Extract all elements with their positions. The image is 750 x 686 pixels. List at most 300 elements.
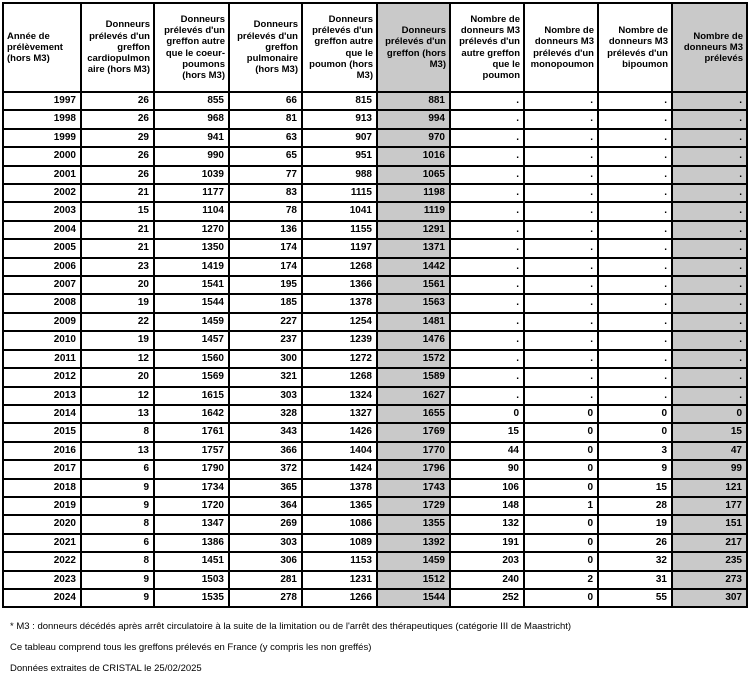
table-row — [3, 221, 747, 239]
value-cell: 968 — [154, 110, 229, 128]
year-cell: 2006 — [3, 258, 81, 276]
value-cell: . — [598, 202, 672, 220]
value-cell: 174 — [229, 258, 302, 276]
table-body — [3, 92, 747, 607]
value-cell: 90 — [450, 460, 524, 478]
value-cell: 1324 — [302, 387, 377, 405]
value-cell: 1291 — [377, 221, 450, 239]
value-cell: 273 — [672, 571, 747, 589]
year-cell: 2012 — [3, 368, 81, 386]
value-cell: 951 — [302, 147, 377, 165]
value-cell: . — [524, 92, 598, 110]
year-cell: 2024 — [3, 589, 81, 607]
value-cell: 1231 — [302, 571, 377, 589]
value-cell: 1743 — [377, 479, 450, 497]
value-cell: 12 — [81, 350, 154, 368]
value-cell: . — [672, 276, 747, 294]
value-cell: . — [524, 350, 598, 368]
table-row — [3, 534, 747, 552]
value-cell: 26 — [81, 147, 154, 165]
value-cell: 1254 — [302, 313, 377, 331]
table-row — [3, 313, 747, 331]
value-cell: 13 — [81, 405, 154, 423]
value-cell: 1503 — [154, 571, 229, 589]
value-cell: 252 — [450, 589, 524, 607]
year-cell: 2007 — [3, 276, 81, 294]
value-cell: . — [672, 147, 747, 165]
table-row — [3, 479, 747, 497]
value-cell: . — [672, 202, 747, 220]
year-cell: 2015 — [3, 423, 81, 441]
value-cell: 1155 — [302, 221, 377, 239]
value-cell: 0 — [524, 552, 598, 570]
value-cell: 1119 — [377, 202, 450, 220]
value-cell: . — [524, 221, 598, 239]
value-cell: . — [598, 294, 672, 312]
value-cell: 1451 — [154, 552, 229, 570]
value-cell: 0 — [524, 589, 598, 607]
value-cell: 1569 — [154, 368, 229, 386]
table-row — [3, 423, 747, 441]
value-cell: . — [524, 239, 598, 257]
value-cell: 281 — [229, 571, 302, 589]
year-cell: 1998 — [3, 110, 81, 128]
header-cell-7: Nombre de donneurs M3 prélevés d'un monopoumon — [524, 3, 598, 92]
value-cell: 1268 — [302, 258, 377, 276]
value-cell: 9 — [598, 460, 672, 478]
table-row — [3, 331, 747, 349]
value-cell: 83 — [229, 184, 302, 202]
value-cell: . — [672, 258, 747, 276]
value-cell: 237 — [229, 331, 302, 349]
value-cell: 1544 — [377, 589, 450, 607]
value-cell: 1796 — [377, 460, 450, 478]
value-cell: 366 — [229, 442, 302, 460]
year-cell: 2008 — [3, 294, 81, 312]
year-cell: 2020 — [3, 515, 81, 533]
value-cell: 1761 — [154, 423, 229, 441]
year-cell: 2014 — [3, 405, 81, 423]
value-cell: 321 — [229, 368, 302, 386]
value-cell: 941 — [154, 129, 229, 147]
value-cell: 0 — [598, 423, 672, 441]
value-cell: 1327 — [302, 405, 377, 423]
header-cell-3: Donneurs prélevés d'un greffon pulmonaire (hors M3) — [229, 3, 302, 92]
value-cell: 121 — [672, 479, 747, 497]
table-row — [3, 368, 747, 386]
value-cell: 26 — [81, 110, 154, 128]
value-cell: 1366 — [302, 276, 377, 294]
value-cell: 106 — [450, 479, 524, 497]
value-cell: . — [450, 166, 524, 184]
value-cell: 1239 — [302, 331, 377, 349]
value-cell: 1016 — [377, 147, 450, 165]
value-cell: . — [524, 184, 598, 202]
table-row — [3, 571, 747, 589]
value-cell: 148 — [450, 497, 524, 515]
value-cell: . — [450, 202, 524, 220]
value-cell: 19 — [81, 294, 154, 312]
value-cell: . — [598, 110, 672, 128]
value-cell: 1560 — [154, 350, 229, 368]
value-cell: . — [598, 387, 672, 405]
table-row — [3, 239, 747, 257]
value-cell: . — [524, 313, 598, 331]
value-cell: 19 — [81, 331, 154, 349]
value-cell: 1404 — [302, 442, 377, 460]
value-cell: . — [450, 221, 524, 239]
value-cell: . — [672, 387, 747, 405]
value-cell: 1544 — [154, 294, 229, 312]
value-cell: 1615 — [154, 387, 229, 405]
value-cell: 1729 — [377, 497, 450, 515]
value-cell: 32 — [598, 552, 672, 570]
value-cell: 1089 — [302, 534, 377, 552]
value-cell: . — [524, 147, 598, 165]
value-cell: 15 — [450, 423, 524, 441]
value-cell: 15 — [81, 202, 154, 220]
value-cell: . — [672, 92, 747, 110]
value-cell: 13 — [81, 442, 154, 460]
value-cell: 269 — [229, 515, 302, 533]
value-cell: . — [524, 129, 598, 147]
value-cell: 9 — [81, 589, 154, 607]
value-cell: 15 — [598, 479, 672, 497]
table-row — [3, 405, 747, 423]
value-cell: 0 — [450, 405, 524, 423]
value-cell: 9 — [81, 571, 154, 589]
value-cell: 1541 — [154, 276, 229, 294]
value-cell: 191 — [450, 534, 524, 552]
value-cell: 1104 — [154, 202, 229, 220]
year-cell: 2017 — [3, 460, 81, 478]
value-cell: 1457 — [154, 331, 229, 349]
value-cell: 1350 — [154, 239, 229, 257]
value-cell: . — [598, 276, 672, 294]
value-cell: 235 — [672, 552, 747, 570]
value-cell: 20 — [81, 276, 154, 294]
table-row — [3, 184, 747, 202]
value-cell: 343 — [229, 423, 302, 441]
value-cell: . — [672, 313, 747, 331]
value-cell: 1589 — [377, 368, 450, 386]
value-cell: 1386 — [154, 534, 229, 552]
value-cell: 26 — [598, 534, 672, 552]
value-cell: 990 — [154, 147, 229, 165]
year-cell: 2018 — [3, 479, 81, 497]
value-cell: 29 — [81, 129, 154, 147]
value-cell: 907 — [302, 129, 377, 147]
value-cell: 63 — [229, 129, 302, 147]
value-cell: 1197 — [302, 239, 377, 257]
value-cell: 1065 — [377, 166, 450, 184]
value-cell: 855 — [154, 92, 229, 110]
value-cell: . — [450, 276, 524, 294]
year-cell: 2001 — [3, 166, 81, 184]
value-cell: . — [672, 184, 747, 202]
value-cell: 1270 — [154, 221, 229, 239]
table-row — [3, 202, 747, 220]
value-cell: 132 — [450, 515, 524, 533]
value-cell: 1481 — [377, 313, 450, 331]
value-cell: 1655 — [377, 405, 450, 423]
value-cell: . — [598, 221, 672, 239]
value-cell: . — [598, 184, 672, 202]
header-cell-0: Année de prélèvement (hors M3) — [3, 3, 81, 92]
year-cell: 2023 — [3, 571, 81, 589]
value-cell: 1790 — [154, 460, 229, 478]
value-cell: 0 — [524, 479, 598, 497]
header-cell-5: Donneurs prélevés d'un greffon (hors M3) — [377, 3, 450, 92]
value-cell: 151 — [672, 515, 747, 533]
value-cell: 177 — [672, 497, 747, 515]
year-cell: 2011 — [3, 350, 81, 368]
value-cell: . — [450, 147, 524, 165]
value-cell: 1086 — [302, 515, 377, 533]
table-row — [3, 350, 747, 368]
value-cell: 1561 — [377, 276, 450, 294]
value-cell: 1039 — [154, 166, 229, 184]
header-row — [3, 3, 747, 92]
value-cell: 1459 — [377, 552, 450, 570]
value-cell: 1627 — [377, 387, 450, 405]
value-cell: . — [524, 387, 598, 405]
value-cell: 0 — [524, 442, 598, 460]
table-row — [3, 92, 747, 110]
value-cell: . — [672, 350, 747, 368]
header-cell-8: Nombre de donneurs M3 prélevés d'un bipoumon — [598, 3, 672, 92]
header-cell-2: Donneurs prélevés d'un greffon autre que le coeur-poumons (hors M3) — [154, 3, 229, 92]
value-cell: 0 — [672, 405, 747, 423]
value-cell: 303 — [229, 387, 302, 405]
value-cell: 988 — [302, 166, 377, 184]
value-cell: 1734 — [154, 479, 229, 497]
value-cell: 217 — [672, 534, 747, 552]
value-cell: 1769 — [377, 423, 450, 441]
value-cell: 227 — [229, 313, 302, 331]
value-cell: 300 — [229, 350, 302, 368]
year-cell: 2004 — [3, 221, 81, 239]
table-row — [3, 258, 747, 276]
value-cell: . — [524, 166, 598, 184]
value-cell: 2 — [524, 571, 598, 589]
value-cell: 303 — [229, 534, 302, 552]
data-table — [2, 2, 748, 608]
table-row — [3, 589, 747, 607]
value-cell: 1476 — [377, 331, 450, 349]
value-cell: 12 — [81, 387, 154, 405]
value-cell: . — [450, 331, 524, 349]
value-cell: . — [450, 258, 524, 276]
value-cell: . — [672, 129, 747, 147]
value-cell: . — [672, 221, 747, 239]
value-cell: 6 — [81, 534, 154, 552]
value-cell: 1392 — [377, 534, 450, 552]
value-cell: 9 — [81, 479, 154, 497]
value-cell: . — [598, 350, 672, 368]
value-cell: 47 — [672, 442, 747, 460]
value-cell: . — [598, 129, 672, 147]
value-cell: 81 — [229, 110, 302, 128]
year-cell: 2016 — [3, 442, 81, 460]
value-cell: 881 — [377, 92, 450, 110]
value-cell: . — [598, 147, 672, 165]
value-cell: 1355 — [377, 515, 450, 533]
value-cell: . — [524, 258, 598, 276]
table-row — [3, 460, 747, 478]
year-cell: 2009 — [3, 313, 81, 331]
value-cell: . — [450, 92, 524, 110]
value-cell: 1378 — [302, 294, 377, 312]
table-row — [3, 129, 747, 147]
value-cell: 307 — [672, 589, 747, 607]
value-cell: . — [450, 184, 524, 202]
value-cell: . — [598, 258, 672, 276]
value-cell: . — [672, 368, 747, 386]
value-cell: 240 — [450, 571, 524, 589]
table-header — [3, 3, 747, 92]
value-cell: 1347 — [154, 515, 229, 533]
value-cell: 78 — [229, 202, 302, 220]
value-cell: 1272 — [302, 350, 377, 368]
value-cell: 1770 — [377, 442, 450, 460]
value-cell: 1512 — [377, 571, 450, 589]
footnotes — [2, 608, 748, 674]
table-row — [3, 294, 747, 312]
year-cell: 2013 — [3, 387, 81, 405]
value-cell: 28 — [598, 497, 672, 515]
value-cell: 8 — [81, 423, 154, 441]
value-cell: 1115 — [302, 184, 377, 202]
year-cell: 2022 — [3, 552, 81, 570]
value-cell: 21 — [81, 184, 154, 202]
value-cell: 21 — [81, 239, 154, 257]
value-cell: 0 — [524, 405, 598, 423]
year-cell: 2000 — [3, 147, 81, 165]
year-cell: 2021 — [3, 534, 81, 552]
year-cell: 2010 — [3, 331, 81, 349]
value-cell: . — [450, 110, 524, 128]
header-cell-1: Donneurs prélevés d'un greffon cardiopulmonaire (hors M3) — [81, 3, 154, 92]
value-cell: 1442 — [377, 258, 450, 276]
table-row — [3, 442, 747, 460]
footnote-0: * M3 : donneurs décédés après arrêt circulatoire à la suite de la limitation ou de l'arrêt des thérapeutiques (catégorie III de Maastricht) — [10, 621, 572, 633]
value-cell: . — [450, 313, 524, 331]
value-cell: . — [524, 110, 598, 128]
value-cell: 1535 — [154, 589, 229, 607]
value-cell: 1563 — [377, 294, 450, 312]
value-cell: 31 — [598, 571, 672, 589]
value-cell: 23 — [81, 258, 154, 276]
value-cell: 0 — [524, 460, 598, 478]
value-cell: 77 — [229, 166, 302, 184]
value-cell: 22 — [81, 313, 154, 331]
header-cell-9: Nombre de donneurs M3 prélevés — [672, 3, 747, 92]
value-cell: 3 — [598, 442, 672, 460]
value-cell: . — [672, 110, 747, 128]
value-cell: 365 — [229, 479, 302, 497]
header-cell-4: Donneurs prélevés d'un greffon autre que le poumon (hors M3) — [302, 3, 377, 92]
value-cell: 15 — [672, 423, 747, 441]
footnote-1: Ce tableau comprend tous les greffons prélevés en France (y compris les non greffés) — [10, 642, 372, 654]
value-cell: 1378 — [302, 479, 377, 497]
value-cell: 195 — [229, 276, 302, 294]
value-cell: 1 — [524, 497, 598, 515]
value-cell: 1041 — [302, 202, 377, 220]
value-cell: . — [450, 350, 524, 368]
table-row — [3, 552, 747, 570]
value-cell: 1177 — [154, 184, 229, 202]
value-cell: . — [450, 129, 524, 147]
value-cell: . — [672, 294, 747, 312]
value-cell: 44 — [450, 442, 524, 460]
value-cell: . — [598, 166, 672, 184]
value-cell: . — [598, 239, 672, 257]
value-cell: 0 — [524, 534, 598, 552]
value-cell: . — [450, 387, 524, 405]
value-cell: 66 — [229, 92, 302, 110]
value-cell: 1419 — [154, 258, 229, 276]
value-cell: 21 — [81, 221, 154, 239]
value-cell: 0 — [524, 515, 598, 533]
value-cell: 0 — [524, 423, 598, 441]
value-cell: 0 — [598, 405, 672, 423]
value-cell: 1459 — [154, 313, 229, 331]
value-cell: 913 — [302, 110, 377, 128]
value-cell: . — [598, 331, 672, 349]
value-cell: 174 — [229, 239, 302, 257]
value-cell: 1153 — [302, 552, 377, 570]
value-cell: . — [598, 368, 672, 386]
value-cell: 99 — [672, 460, 747, 478]
value-cell: 26 — [81, 92, 154, 110]
value-cell: 185 — [229, 294, 302, 312]
value-cell: 6 — [81, 460, 154, 478]
value-cell: 8 — [81, 515, 154, 533]
value-cell: 1371 — [377, 239, 450, 257]
value-cell: . — [598, 313, 672, 331]
value-cell: 1757 — [154, 442, 229, 460]
value-cell: 306 — [229, 552, 302, 570]
year-cell: 2002 — [3, 184, 81, 202]
value-cell: 815 — [302, 92, 377, 110]
value-cell: . — [524, 368, 598, 386]
year-cell: 2005 — [3, 239, 81, 257]
year-cell: 2019 — [3, 497, 81, 515]
value-cell: . — [672, 239, 747, 257]
value-cell: 55 — [598, 589, 672, 607]
value-cell: . — [524, 276, 598, 294]
value-cell: 20 — [81, 368, 154, 386]
value-cell: 1268 — [302, 368, 377, 386]
value-cell: 203 — [450, 552, 524, 570]
value-cell: 994 — [377, 110, 450, 128]
value-cell: 278 — [229, 589, 302, 607]
value-cell: . — [450, 239, 524, 257]
year-cell: 2003 — [3, 202, 81, 220]
value-cell: 1266 — [302, 589, 377, 607]
table-row — [3, 515, 747, 533]
year-cell: 1999 — [3, 129, 81, 147]
year-cell: 1997 — [3, 92, 81, 110]
value-cell: 1572 — [377, 350, 450, 368]
footnote-2: Données extraites de CRISTAL le 25/02/2025 — [10, 663, 202, 675]
value-cell: 65 — [229, 147, 302, 165]
value-cell: 1426 — [302, 423, 377, 441]
table-row — [3, 276, 747, 294]
table-row — [3, 147, 747, 165]
value-cell: . — [524, 202, 598, 220]
